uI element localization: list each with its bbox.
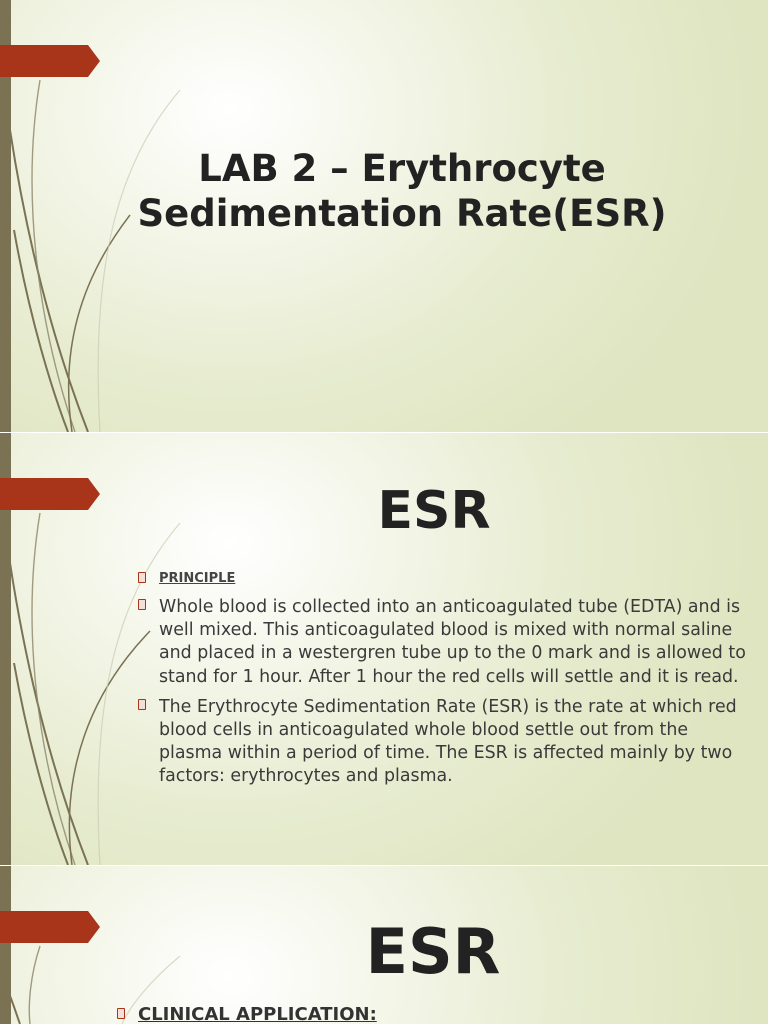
bullet-item — [159, 596, 749, 689]
bullet-icon — [138, 699, 146, 710]
bullet-clinical-heading — [138, 1004, 738, 1026]
bullet-item — [159, 696, 749, 789]
bullet-text: CLINICAL APPLICATION: — [138, 1004, 377, 1025]
slide-title — [60, 146, 744, 236]
slide-3-bullet-list — [138, 1004, 738, 1026]
bullet-principle-heading — [159, 571, 749, 587]
slide-2-title: ESR — [377, 481, 491, 541]
bullet-icon — [138, 572, 146, 583]
title-line-2: Sedimentation Rate(ESR) — [137, 192, 667, 235]
slide-1 — [0, 0, 768, 432]
bullet-icon — [138, 599, 146, 610]
bullet-text: PRINCIPLE — [159, 571, 236, 586]
bullet-icon — [117, 1008, 125, 1019]
slide-3-title: ESR — [365, 915, 501, 988]
bullet-text: The Erythrocyte Sedimentation Rate (ESR) is the rate at which red blood cells in anticoagulated whole blood settle out from the plasma within a period of time. The ESR is affected mainly by two factors: erythrocytes and plasma. — [159, 696, 737, 787]
bullet-text: Whole blood is collected into an anticoagulated tube (EDTA) and is well mixed. This anticoagulated blood is mixed with normal saline and placed in a westergren tube up to the 0 mark and is allowed to stand for 1 hour. After 1 hour the red cells will settle and it is read. — [159, 597, 746, 687]
slide-2-bullet-list — [159, 571, 749, 796]
title-line-1: LAB 2 – Erythrocyte — [198, 147, 606, 190]
